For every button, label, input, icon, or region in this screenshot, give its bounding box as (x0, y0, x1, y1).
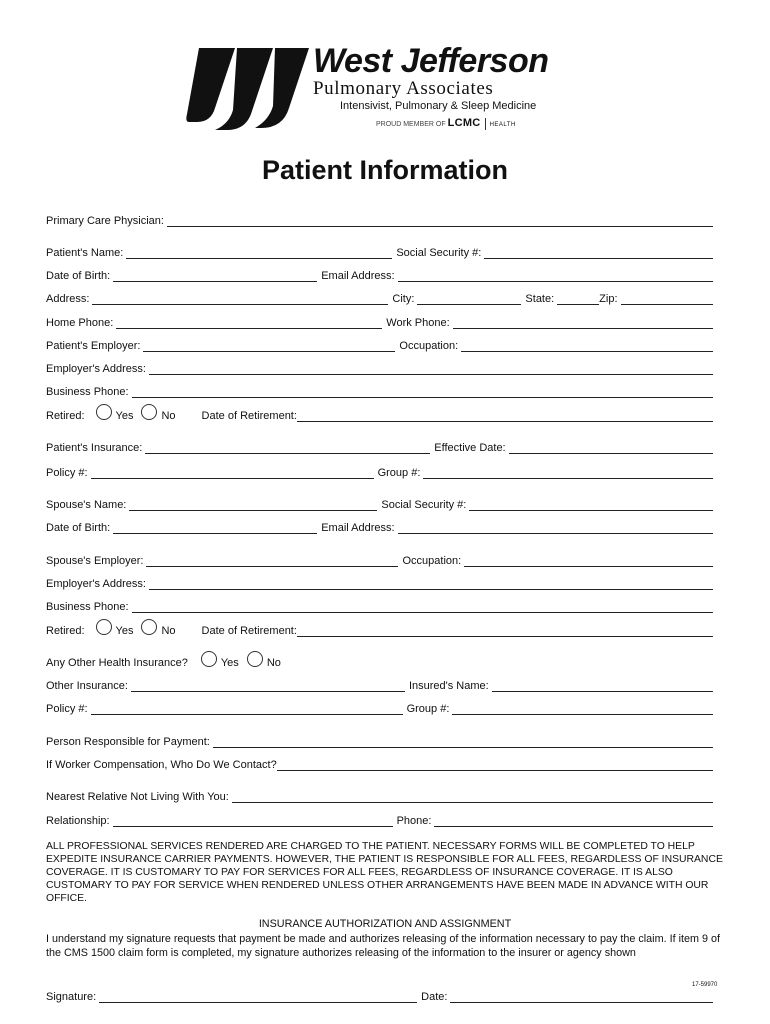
home-phone-label: Home Phone: (46, 317, 114, 329)
row-employer (46, 336, 713, 352)
row-phones (46, 313, 713, 329)
zip-field[interactable] (621, 293, 713, 305)
insured-name-label: Insured's Name: (408, 680, 489, 692)
row-patient-name (46, 243, 713, 259)
other-insurance-label: Other Insurance: (46, 680, 128, 692)
responsible-field[interactable] (213, 736, 713, 748)
brand-tagline: Intensivist, Pulmonary & Sleep Medicine (340, 100, 537, 112)
signature-field[interactable] (99, 991, 417, 1003)
spouse-employer-address-field[interactable] (149, 578, 713, 590)
row-spouse-employer (46, 551, 713, 567)
retired-yes-radio[interactable] (96, 404, 112, 420)
employer-address-label: Employer's Address: (46, 363, 146, 375)
member-name: LCMC (447, 117, 481, 129)
spouse-retired-no-radio[interactable] (141, 619, 157, 635)
email-label: Email Address: (321, 270, 395, 282)
other-policy-field[interactable] (91, 703, 403, 715)
patient-name-label: Patient's Name: (46, 247, 124, 259)
patient-name-field[interactable] (126, 247, 392, 259)
state-field[interactable] (557, 293, 599, 305)
signature-label: Signature: (46, 991, 97, 1003)
spouse-email-field[interactable] (398, 522, 713, 534)
other-health-label: Any Other Health Insurance? (46, 657, 188, 669)
employer-label: Patient's Employer: (46, 340, 141, 352)
spouse-ssn-label: Social Security #: (381, 499, 467, 511)
retired-no-radio[interactable] (141, 404, 157, 420)
row-other-insurance (46, 676, 713, 692)
relationship-label: Relationship: (46, 815, 110, 827)
worker-comp-field[interactable] (277, 759, 713, 771)
retired-label: Retired: (46, 410, 85, 422)
authorization-heading: INSURANCE AUTHORIZATION AND ASSIGNMENT (258, 918, 512, 930)
spouse-dob-label: Date of Birth: (46, 522, 111, 534)
ssn-label: Social Security #: (396, 247, 482, 259)
spouse-business-phone-field[interactable] (132, 601, 713, 613)
policy-field[interactable] (91, 467, 374, 479)
payment-notice: ALL PROFESSIONAL SERVICES RENDERED ARE CHARGED TO THE PATIENT. NECESSARY FORMS WILL BE COMPLETED TO HELP EXPEDITE INSURANCE CARRIER PAYMENTS. HOWEVER, THE PATIENT IS RESPONSIBLE FOR ALL FEES, REGARDLESS OF INSURANCE COVERAGE. IT IS CUSTOMARY TO PAY FOR SERVICES FOR ALL FEES, REGARDLESS OF INSURANCE COVERAGE. IT IS ALSO CUSTOMARY TO PAY FOR SERVICE WHEN RENDERED UNLESS OTHER ARRANGEMENTS HAVE BEEN MADE IN ADVANCE WITH OUR OFFICE. (46, 841, 723, 904)
spouse-name-field[interactable] (129, 499, 377, 511)
spouse-employer-field[interactable] (146, 555, 398, 567)
other-health-yes-label: Yes (220, 657, 239, 669)
row-address (46, 289, 713, 305)
member-divider (485, 118, 486, 130)
row-pcp (46, 211, 713, 227)
state-label: State: (525, 293, 555, 305)
spouse-retired-no-label: No (161, 625, 176, 637)
spouse-employer-label: Spouse's Employer: (46, 555, 144, 567)
other-policy-label: Policy #: (46, 703, 88, 715)
address-field[interactable] (92, 293, 388, 305)
spouse-occupation-label: Occupation: (402, 555, 462, 567)
other-health-yes-radio[interactable] (201, 651, 217, 667)
occupation-label: Occupation: (399, 340, 459, 352)
brand-subtitle: Pulmonary Associates (313, 78, 494, 99)
row-spouse-retired (46, 621, 713, 637)
brand-name: West Jefferson (313, 42, 549, 80)
row-nearest-relative (46, 787, 713, 803)
email-field[interactable] (398, 270, 713, 282)
row-signature (46, 987, 713, 1003)
other-health-no-radio[interactable] (247, 651, 263, 667)
row-spouse-name (46, 495, 713, 511)
other-insurance-field[interactable] (131, 680, 405, 692)
spouse-dob-field[interactable] (113, 522, 317, 534)
effective-date-label: Effective Date: (434, 442, 506, 454)
row-spouse-employer-address (46, 574, 713, 590)
city-field[interactable] (417, 293, 521, 305)
signature-date-field[interactable] (450, 991, 713, 1003)
row-worker-comp (46, 755, 713, 771)
business-phone-label: Business Phone: (46, 386, 129, 398)
work-phone-label: Work Phone: (386, 317, 450, 329)
member-prefix: PROUD MEMBER OF (376, 121, 446, 128)
spouse-retired-yes-label: Yes (115, 625, 134, 637)
relationship-field[interactable] (113, 815, 393, 827)
relative-phone-label: Phone: (396, 815, 432, 827)
other-health-no-label: No (266, 657, 281, 669)
dob-field[interactable] (113, 270, 317, 282)
row-employer-address (46, 359, 713, 375)
spouse-retirement-date-field[interactable] (297, 625, 713, 637)
pcp-label: Primary Care Physician: (46, 215, 164, 227)
spouse-occupation-field[interactable] (464, 555, 713, 567)
retirement-date-field[interactable] (297, 410, 713, 422)
row-policy (46, 463, 713, 479)
occupation-field[interactable] (461, 340, 713, 352)
member-suffix: HEALTH (489, 122, 516, 128)
form-number: 17-59970 (692, 982, 718, 988)
row-dob (46, 266, 713, 282)
business-phone-field[interactable] (132, 386, 713, 398)
spouse-retired-label: Retired: (46, 625, 85, 637)
other-group-label: Group #: (406, 703, 450, 715)
employer-field[interactable] (143, 340, 395, 352)
wj-monogram-icon (185, 44, 310, 134)
insurance-label: Patient's Insurance: (46, 442, 143, 454)
authorization-text: I understand my signature requests that payment be made and authorizes releasing of the information necessary to pay the claim. If item 9 of the CMS 1500 claim form is completed, my signature authorizes releasing of the information to the insurer or agency shown (46, 933, 720, 959)
row-responsible (46, 732, 713, 748)
insurance-field[interactable] (145, 442, 430, 454)
spouse-retired-yes-radio[interactable] (96, 619, 112, 635)
row-spouse-dob (46, 518, 713, 534)
retired-no-label: No (161, 410, 176, 422)
group-field[interactable] (423, 467, 713, 479)
work-phone-field[interactable] (453, 317, 713, 329)
row-business-phone (46, 382, 713, 398)
relative-phone-field[interactable] (434, 815, 713, 827)
effective-date-field[interactable] (509, 442, 713, 454)
address-label: Address: (46, 293, 90, 305)
retirement-date-label: Date of Retirement: (201, 410, 297, 422)
other-group-field[interactable] (452, 703, 713, 715)
row-relationship (46, 811, 713, 827)
spouse-email-label: Email Address: (321, 522, 395, 534)
row-spouse-business-phone (46, 597, 713, 613)
pcp-field[interactable] (167, 215, 713, 227)
row-other-policy (46, 699, 713, 715)
home-phone-field[interactable] (116, 317, 382, 329)
spouse-business-phone-label: Business Phone: (46, 601, 129, 613)
responsible-label: Person Responsible for Payment: (46, 736, 210, 748)
spouse-ssn-field[interactable] (469, 499, 713, 511)
employer-address-field[interactable] (149, 363, 713, 375)
policy-label: Policy #: (46, 467, 88, 479)
row-retired (46, 406, 713, 422)
signature-date-label: Date: (421, 991, 448, 1003)
row-insurance (46, 438, 713, 454)
worker-comp-label: If Worker Compensation, Who Do We Contact? (46, 759, 277, 771)
row-other-health (46, 653, 713, 669)
practice-logo (185, 44, 605, 134)
group-label: Group #: (377, 467, 421, 479)
zip-label: Zip: (599, 293, 618, 305)
page-title: Patient Information (261, 155, 508, 185)
retired-yes-label: Yes (115, 410, 134, 422)
nearest-relative-label: Nearest Relative Not Living With You: (46, 791, 229, 803)
insured-name-field[interactable] (492, 680, 713, 692)
member-line (376, 117, 516, 130)
spouse-name-label: Spouse's Name: (46, 499, 127, 511)
spouse-retirement-date-label: Date of Retirement: (201, 625, 297, 637)
spouse-employer-address-label: Employer's Address: (46, 578, 146, 590)
nearest-relative-field[interactable] (232, 791, 713, 803)
ssn-field[interactable] (484, 247, 713, 259)
dob-label: Date of Birth: (46, 270, 111, 282)
city-label: City: (392, 293, 415, 305)
